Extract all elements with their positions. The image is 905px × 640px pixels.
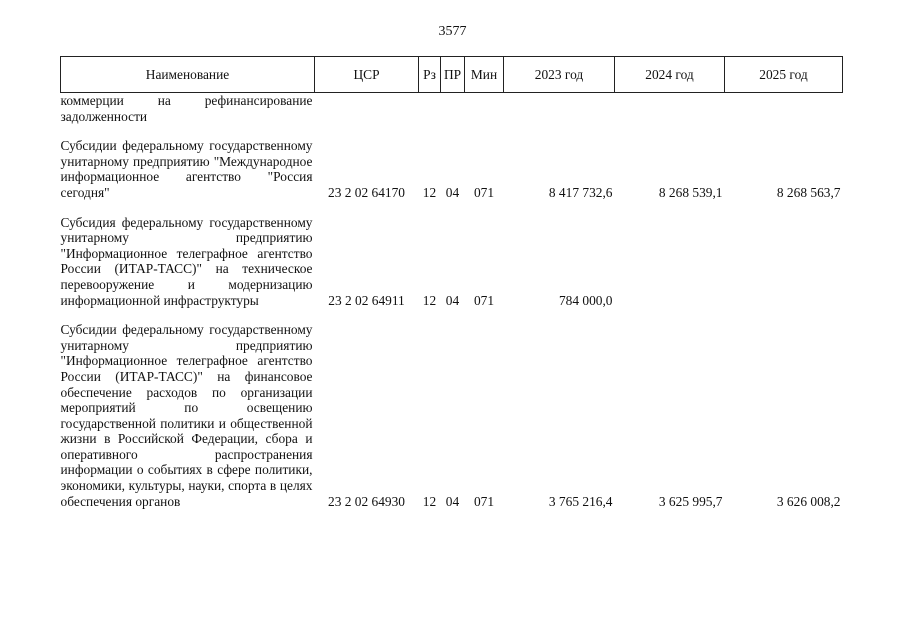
header-csr: ЦСР — [315, 57, 419, 93]
row-2024: 8 268 539,1 — [658, 184, 723, 200]
header-2024: 2024 год — [615, 57, 725, 93]
row-2023: 784 000,0 — [558, 292, 613, 308]
row-min — [465, 93, 504, 125]
row-rz — [419, 93, 441, 125]
row-min: 071 — [473, 292, 495, 308]
row-2023: 8 417 732,6 — [548, 184, 613, 200]
row-csr: 23 2 02 64930 — [328, 493, 405, 509]
row-name — [61, 93, 315, 125]
row-pr: 04 — [445, 292, 460, 308]
row-name-text: Субсидии федеральному государственному унитарному предприятию "Международное информационное агентство "Россия сегодня" — [60, 138, 313, 200]
row-min: 071 — [473, 493, 495, 509]
row-2023: 3 765 216,4 — [548, 493, 613, 509]
row-name — [61, 138, 315, 200]
row-spacer — [61, 201, 843, 215]
header-2023: 2023 год — [504, 57, 615, 93]
budget-table-grid — [60, 56, 843, 509]
table-row — [61, 322, 843, 509]
header-rz: Рз — [419, 57, 441, 93]
row-rz: 12 — [422, 493, 437, 509]
row-csr — [315, 93, 419, 125]
row-2024 — [615, 215, 725, 309]
header-name: Наименование — [61, 57, 315, 93]
table-body — [61, 93, 843, 510]
row-csr: 23 2 02 64911 — [328, 292, 405, 308]
row-spacer — [61, 308, 843, 322]
row-2025: 8 268 563,7 — [776, 184, 841, 200]
row-name — [61, 215, 315, 309]
row-2024: 3 625 995,7 — [658, 493, 723, 509]
row-2025 — [725, 215, 843, 309]
row-2024 — [615, 93, 725, 125]
header-min: Мин — [465, 57, 504, 93]
row-2023 — [504, 93, 615, 125]
row-name-text: Субсидия федеральному государственному унитарному предприятию "Информационное телеграфное агентство России (ИТАР-ТАСС)" на техническое перевооружение и модернизацию информационной инфраструктуры — [60, 214, 313, 308]
row-name-text: коммерции на рефинансирование задолженности — [60, 93, 313, 124]
table-row — [61, 138, 843, 200]
row-pr: 04 — [445, 184, 460, 200]
table-header — [61, 57, 843, 93]
row-rz: 12 — [422, 292, 437, 308]
header-2025: 2025 год — [725, 57, 843, 93]
row-name-text: Субсидии федеральному государственному унитарному предприятию "Информационное телеграфное агентство России (ИТАР-ТАСС)" на финансовое обеспечение расходов по организации мероприятий по освещению государственной политики и общественной жизни в Российской Федерации, сбора и оперативного распространения информации о событиях в сфере политики, экономики, культуры, науки, спорта в целях обеспечения органов — [60, 322, 313, 509]
row-pr — [441, 93, 465, 125]
budget-table — [60, 56, 842, 509]
row-min: 071 — [473, 184, 495, 200]
row-rz: 12 — [422, 184, 437, 200]
table-row — [61, 215, 843, 309]
row-spacer — [61, 124, 843, 138]
row-2025 — [725, 93, 843, 125]
header-pr: ПР — [441, 57, 465, 93]
page-number: 3577 — [438, 24, 467, 39]
row-2025: 3 626 008,2 — [776, 493, 841, 509]
row-csr: 23 2 02 64170 — [328, 184, 405, 200]
row-name — [61, 322, 315, 509]
row-pr: 04 — [445, 493, 460, 509]
header-row — [61, 57, 843, 93]
table-row — [61, 93, 843, 125]
